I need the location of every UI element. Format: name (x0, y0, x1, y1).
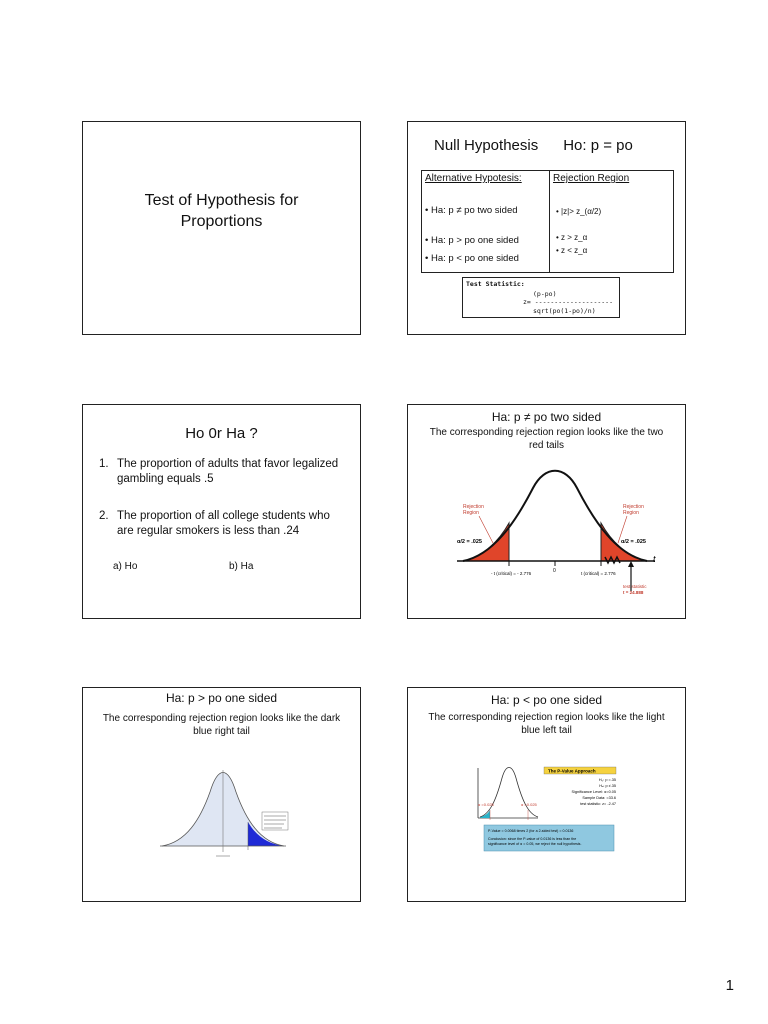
test-statistic-label: test statistic (623, 584, 647, 589)
zero-label: 0 (553, 568, 556, 574)
p-value-approach-figure (474, 760, 620, 856)
rejection-region-header: Rejection Region (553, 173, 630, 184)
alt-item: • Ha: p ≠ po two sided (425, 205, 518, 216)
formula-denominator: sqrt(po(1-po)/n) (533, 307, 596, 315)
alpha-left-label: α/2 = .025 (457, 539, 482, 545)
question-number: 2. (99, 510, 109, 522)
slide-left-tail (407, 687, 686, 902)
left-rejection-label: Rejection (463, 504, 484, 510)
slide-heading: Ha: p > po one sided (165, 691, 278, 705)
slide-heading: Ha: p ≠ po two sided (491, 410, 602, 424)
alt-item: • Ha: p < po one sided (425, 253, 519, 264)
alternative-hypothesis-header: Alternative Hypotesis: (425, 173, 522, 184)
test-statistic-box (462, 277, 620, 318)
slide-ho-or-ha (82, 404, 361, 619)
slide-subtitle: The corresponding rejection region looks like the dark blue right tail (102, 713, 341, 737)
slide-title (82, 121, 361, 335)
t-axis-letter: t (653, 554, 656, 564)
question-2 (99, 509, 349, 539)
page-number: 1 (725, 977, 734, 994)
right-critical-label: t (critical) = 2.776 (581, 571, 616, 576)
slide-heading: Ho 0r Ha ? (185, 425, 258, 442)
right-rejection-label: Region (623, 510, 639, 516)
rej-item: • |z|> z_(α/2) (556, 207, 602, 216)
left-critical-label: - t (critical) = - 2.776 (491, 571, 532, 576)
alpha-right-label: α/2 = .025 (621, 539, 646, 545)
alpha-left-label: α =0.025 (478, 802, 494, 807)
bell-curve (463, 471, 647, 561)
left-rejection-label: Region (463, 510, 479, 516)
slide-two-sided (407, 404, 686, 619)
slide-heading: Ha: p < po one sided (490, 693, 603, 707)
right-rejection-label: Rejection (623, 504, 644, 510)
result-line: significance level of α = 0.05, we reject the null hypothesis. (488, 842, 582, 846)
question-1 (99, 457, 349, 487)
test-statistic-label: Test Statistic: (466, 280, 525, 288)
rej-item: • z < z_α (556, 246, 588, 255)
alpha-right-label: α =0.025 (521, 802, 537, 807)
approach-line: Significance Level: α=0.05 (571, 790, 616, 794)
formula-line: z= -------------------- (523, 298, 614, 306)
option-b: b) Ha (229, 561, 254, 572)
slide-null-hypothesis (407, 121, 686, 335)
approach-line: H₀: p =.35 (598, 778, 616, 782)
rejection-region-box (549, 170, 674, 273)
result-line: P-Value = 0.0068 times 2 (for a 2-sided test) = 0.0136 (488, 829, 574, 833)
question-number: 1. (99, 458, 109, 470)
question-text: The proportion of all college students who are regular smokers is less than .24 (117, 510, 330, 537)
slide-subtitle: The corresponding rejection region looks like the two red tails (429, 427, 664, 451)
slide-heading: Null Hypothesis Ho: p = po (434, 137, 633, 154)
slide-right-tail (82, 687, 361, 902)
bell-curve (480, 768, 538, 818)
formula-numerator: (p-po) (533, 290, 557, 298)
option-a: a) Ho (113, 561, 138, 572)
slide-title-text: Test of Hypothesis for Proportions (144, 192, 299, 230)
approach-line: Sample Data: =33.6 (582, 796, 616, 800)
annotation-box (262, 812, 288, 830)
result-line: Conclusion: since the P-value of 0.0136 is less than the (488, 837, 577, 841)
test-statistic-value: t = 24.888 (623, 590, 644, 595)
two-tailed-rejection-figure (453, 463, 665, 598)
approach-title: The P-Value Approach (548, 768, 596, 774)
right-tail-figure (158, 760, 290, 860)
alt-item: • Ha: p > po one sided (425, 235, 519, 246)
question-text: The proportion of adults that favor legalized gambling equals .5 (117, 458, 339, 485)
approach-line: test statistic: z= -2.47 (580, 802, 616, 806)
slide-subtitle: The corresponding rejection region looks like the light blue left tail (428, 712, 665, 736)
alternative-hypothesis-box (421, 170, 550, 273)
rej-item: • z > z_α (556, 233, 588, 242)
approach-line: Hₐ: p ≠.35 (599, 784, 616, 788)
